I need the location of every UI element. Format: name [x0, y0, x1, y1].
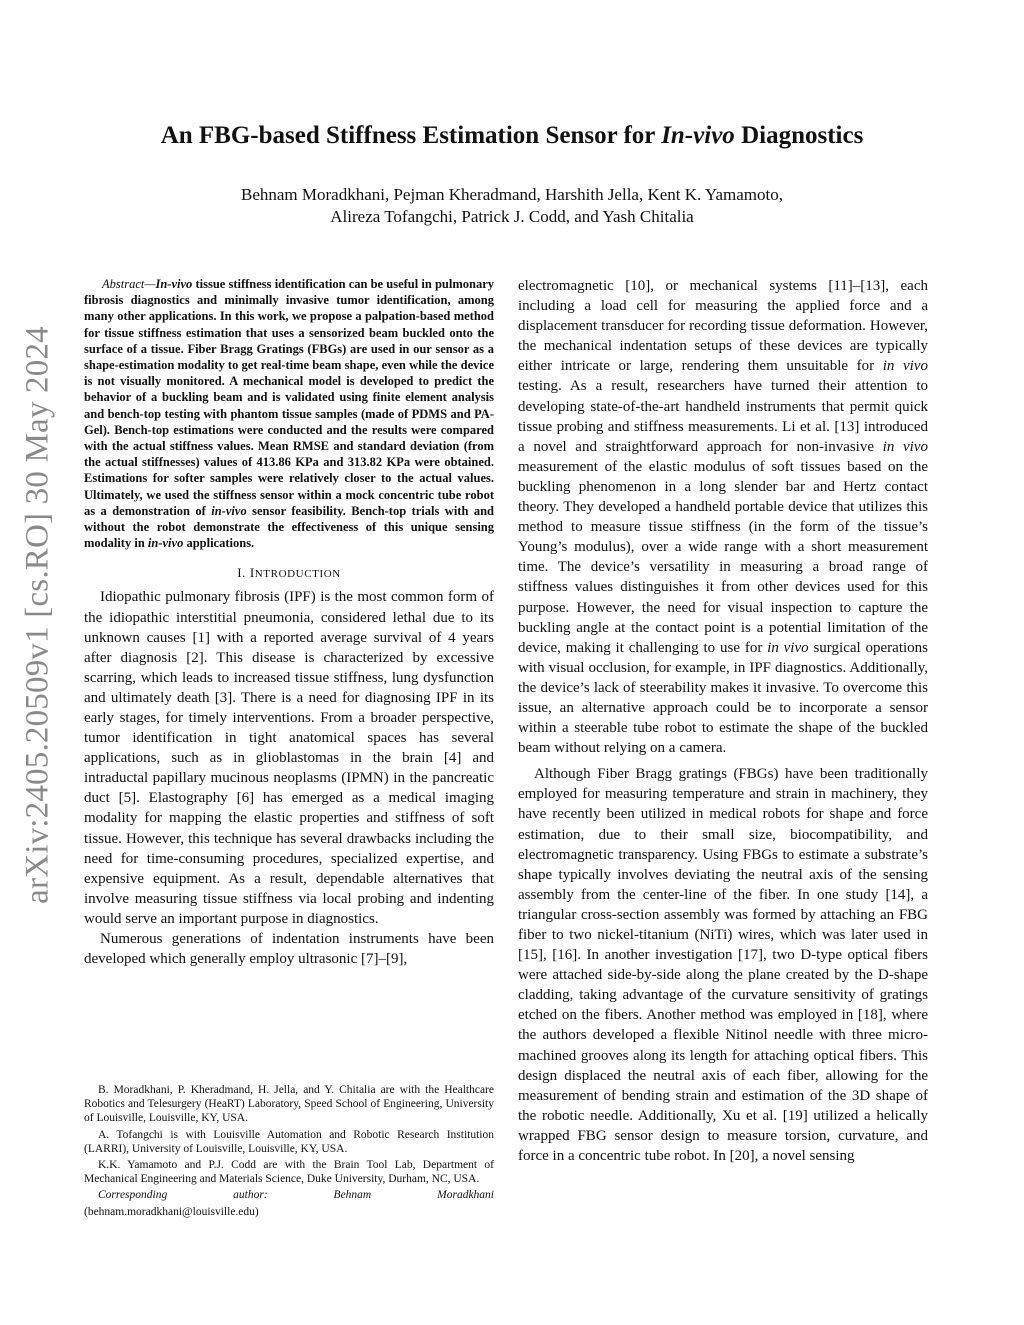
left-column: [84, 276, 494, 969]
right-paragraph-2: Although Fiber Bragg gratings (FBGs) have been traditionally employed for measuring temperature and strain in machinery, they have recently been utilized in medical robots for shape and force estimation, due to their small size, biocompatibility, and electromagnetic transparency. Using FBGs to estimate a substrate’s shape typically involves deviating the neutral axis of the sensing assembly from the center-line of the fiber. In one study [14], a triangular cross-section assembly was formed by attaching an FBG fiber to two nickel-titanium (NiTi) wires, which was later used in [15], [16]. In another investigation [17], two D-type optical fibers were attached side-by-side along the plane created by the D-shape cladding, taking advantage of the curvature sensitivity of gratings etched on the fibers. Another method was employed in [18], where the authors developed a flexible Nitinol needle with three micro-machined grooves along its length for attaching optical fibers. This design displaced the neutral axis of each fiber, allowing for the measurement of bending strain and estimation of the 3D shape of the robotic needle. Additionally, Xu et al. [19] utilized a helically wrapped FBG sensor design to measure torsion, curvature, and force in a concentric tube robot. In [20], a novel sensing: [518, 766, 928, 1165]
footnote-affiliation-1: B. Moradkhani, P. Kheradmand, H. Jella, and Y. Chitalia are with the Healthcare Robotics and Telesurgery (HeaRT) Laboratory, Speed School of Engineering, University of Louisville, Louisville, KY, USA.: [84, 1084, 494, 1125]
footnote-email: (behnam.moradkhani@louisville.edu): [84, 1205, 259, 1218]
author-list: [84, 184, 940, 228]
intro-paragraph-2: Numerous generations of indentation instruments have been developed which generally employ ultrasonic [7]–[9],: [84, 931, 494, 968]
title-italic: In-vivo: [661, 122, 735, 149]
footnote-corresponding: Corresponding author: Behnam Moradkhani: [98, 1189, 494, 1202]
right-paragraph-1: electromagnetic [10], or mechanical systems [11]–[13], each including a load cell for measuring the applied force and a displacement transducer for recording tissue deformation. However, the mechanical indentation setups of these devices are typically either intricate or large, rendering them unsuitable for in vivo testing. As a result, researchers have turned their attention to developing state-of-the-art handheld instruments that permit quick tissue probing and stiffness measurements. Li et al. [13] introduced a novel and straightforward approach for non-invasive in vivo measurement of the elastic modulus of soft tissues based on the buckling phenomenon in a long slender bar and Hertz contact theory. They developed a handheld portable device that utilizes this method to measure tissue stiffness (in the form of the tissue’s Young’s modulus), over a wide range with a short measurement time. The device’s versatility in measuring a broad range of stiffness values distinguishes it from other devices used for this purpose. However, the need for visual inspection to capture the buckling angle at the contact point is a potential limitation of the device, making it challenging to use for in vivo surgical operations with visual occlusion, for example, in IPF diagnostics. Additionally, the device’s lack of steerability makes it invasive. To overcome this issue, an alternative approach could be to incorporate a sensor within a steerable tube robot to estimate the shape of the buckled beam without relying on a camera.: [518, 278, 928, 757]
author-line-1: Behnam Moradkhani, Pejman Kheradmand, Harshith Jella, Kent K. Yamamoto,: [240, 185, 783, 204]
arxiv-sidebar-stamp: [8, 295, 68, 935]
title-suffix: Diagnostics: [734, 122, 864, 149]
abstract-label: Abstract—In-vivo: [102, 277, 193, 291]
author-line-2: Alireza Tofangchi, Patrick J. Codd, and Yash Chitalia: [330, 207, 694, 226]
intro-paragraph-1: Idiopathic pulmonary fibrosis (IPF) is the most common form of the idiopathic interstitial pneumonia, considered lethal due to its unknown causes [1] with a reported average survival of 4 years after diagnosis [2]. This disease is characterized by excessive scarring, which leads to increased tissue stiffness, lung dysfunction and ultimately death [3]. There is a need for diagnosing IPF in its early stages, for timely interventions. From a broader perspective, tumor identification in tight anatomical spaces has several applications, such as in glioblastomas in the brain [4] and intraductal papillary mucinous neoplasms (IPMN) in the pancreatic duct [5]. Elastography [6] has emerged as a medical imaging modality for mapping the elastic properties and stiffness of soft tissue. However, this technique has several drawbacks including the need for time-consuming procedures, specialized expertise, and expensive equipment. As a result, dependable alternatives that involve measuring tissue stiffness via local probing and indenting would serve an important purpose in diagnostics.: [84, 589, 494, 927]
footnote-affiliation-3: K.K. Yamamoto and P.J. Codd are with the Brain Tool Lab, Department of Mechanical Engineering and Materials Science, Duke University, Durham, NC, USA.: [84, 1159, 494, 1186]
arxiv-id: arXiv:2405.20509v1 [cs.RO] 30 May 2024: [19, 326, 56, 904]
footnote-affiliation-2: A. Tofangchi is with Louisville Automation and Robotic Research Institution (LARRI), University of Louisville, Louisville, KY, USA.: [84, 1128, 494, 1155]
abstract: Abstract—In-vivo tissue stiffness identification can be useful in pulmonary fibrosis diagnostics and minimally invasive tumor identification, among many other applications. In this work, we propose a palpation-based method for tissue stiffness estimation that uses a sensorized beam buckled onto the surface of a tissue. Fiber Bragg Gratings (FBGs) are used in our sensor as a shape-estimation modality to get real-time beam shape, even while the device is not visually monitored. A mechanical model is developed to predict the behavior of a buckling beam and is validated using finite element analysis and bench-top testing with phantom tissue samples (made of PDMS and PA-Gel). Bench-top estimations were conducted and the results were compared with the actual stiffness values. Mean RMSE and standard deviation (from the actual stiffnesses) values of 413.86 KPa and 313.82 KPa were obtained. Estimations for softer samples were relatively closer to the actual values. Ultimately, we used the stiffness sensor within a mock concentric tube robot as a demonstration of in-vivo sensor feasibility. Bench-top trials with and without the robot demonstrate the effectiveness of this unique sensing modality in in-vivo applications.: [84, 277, 494, 551]
footnotes: [84, 1083, 494, 1221]
paper-title: [84, 122, 940, 150]
section-heading-introduction: I. INTRODUCTION: [237, 565, 341, 581]
right-column: [518, 276, 928, 1166]
title-prefix: An FBG-based Stiffness Estimation Sensor for: [160, 122, 662, 149]
